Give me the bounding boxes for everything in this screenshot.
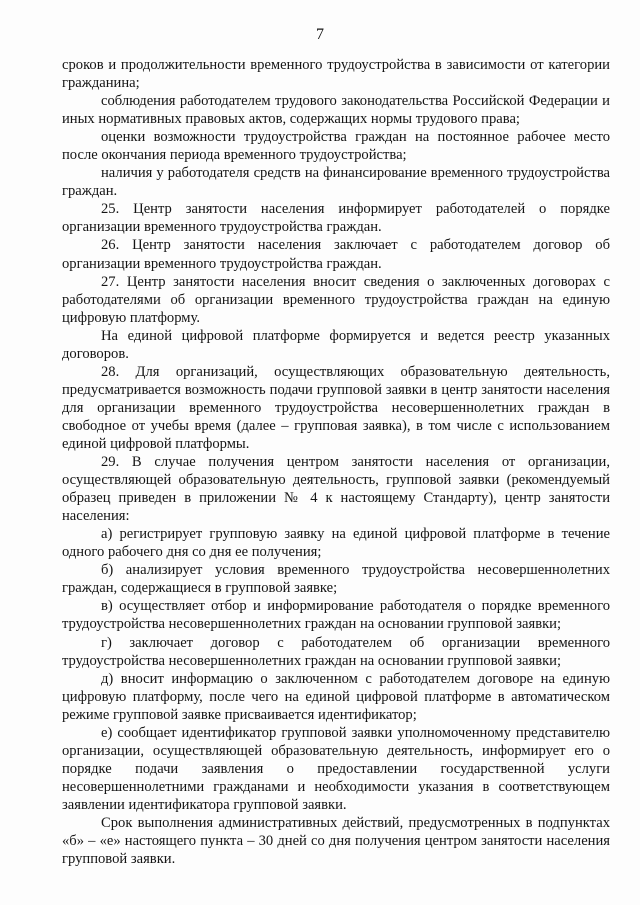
paragraph: соблюдения работодателем трудового законодательства Российской Федерации и иных нормативных правовых актов, содержащих нормы трудового права;: [62, 93, 610, 128]
paragraph: наличия у работодателя средств на финансирование временного трудоустройства граждан.: [62, 165, 610, 200]
paragraph: сроков и продолжительности временного трудоустройства в зависимости от категории гражданина;: [62, 57, 610, 92]
paragraph-item-27: 27. Центр занятости населения вносит сведения о заключенных договорах с работодателями об организации временного трудоустройства граждан на единую цифровую платформу.: [62, 273, 610, 326]
document-body: [62, 56, 610, 868]
paragraph-deadline: Срок выполнения административных действий, предусмотренных в подпунктах «б» – «е» настоящего пункта – 30 дней со дня получения центром занятости населения групповой заявки.: [62, 814, 610, 868]
paragraph: На единой цифровой платформе формируется и ведется реестр указанных договоров.: [62, 327, 610, 362]
paragraph: оценки возможности трудоустройства граждан на постоянное рабочее место после окончания периода временного трудоустройства;: [62, 129, 610, 164]
subitem-e: е) сообщает идентификатор групповой заявки уполномоченному представителю организации, осуществляющей образовательную деятельность, информирует его о порядке подачи заявления о предоставлении государственной услуги несовершеннолетними гражданами и необходимости указания в соответствующем заявлении идентификатора групповой заявки.: [62, 724, 610, 813]
paragraph-item-25: 25. Центр занятости населения информирует работодателей о порядке организации временного трудоустройства граждан.: [62, 201, 610, 236]
paragraph-item-28: 28. Для организаций, осуществляющих образовательную деятельность, предусматривается возможность подачи групповой заявки в центр занятости населения для организации временного трудоустройства несовершеннолетних граждан в свободное от учебы время (далее – групповая заявка), в том числе с использованием единой цифровой платформы.: [62, 363, 610, 452]
subitem-a: а) регистрирует групповую заявку на единой цифровой платформе в течение одного рабочего дня со дня ее получения;: [62, 526, 610, 561]
paragraph-item-26: 26. Центр занятости населения заключает с работодателем договор об организации временного трудоустройства граждан.: [62, 237, 610, 272]
subitem-b: б) анализирует условия временного трудоустройства несовершеннолетних граждан, содержащиеся в групповой заявке;: [62, 562, 610, 597]
subitem-v: в) осуществляет отбор и информирование работодателя о порядке временного трудоустройства несовершеннолетних граждан на основании групповой заявки;: [62, 598, 610, 633]
subitem-d: д) вносит информацию о заключенном с работодателем договоре на единую цифровую платформу, после чего на единой цифровой платформе в автоматическом режиме групповой заявке присваивается идентификатор;: [62, 670, 610, 723]
page-number: 7: [316, 26, 324, 43]
subitem-g: г) заключает договор с работодателем об организации временного трудоустройства несовершеннолетних граждан на основании групповой заявки;: [62, 634, 610, 669]
paragraph-item-29: 29. В случае получения центром занятости населения от организации, осуществляющей образовательную деятельность, групповой заявки (рекомендуемый образец приведен в приложении № 4 к настоящему Стандарту), центр занятости населения:: [62, 454, 610, 525]
